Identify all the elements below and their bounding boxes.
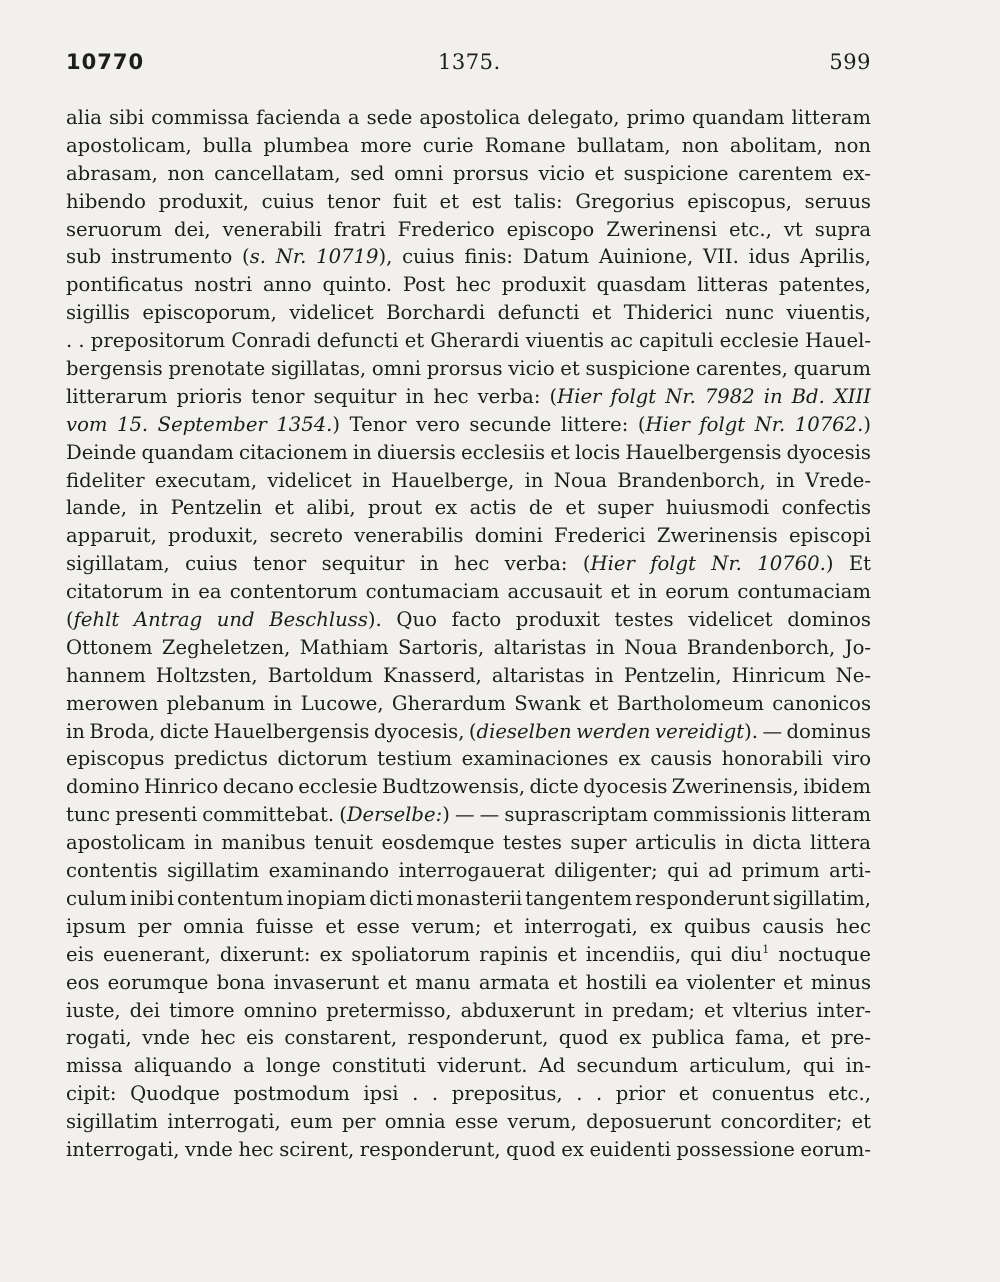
text-segment: ), cuius finis: Datum Auinione, VII. idus Aprilis, [378, 245, 871, 269]
text-line: merowen plebanum in Lucowe, Gherardum Swank et Bartholomeum canonicos [66, 691, 871, 715]
text-line: hibendo produxit, cuius tenor fuit et est talis: Gregorius episcopus, seruus [66, 189, 871, 213]
text-line: apostolicam, bulla plumbea more curie Romane bullatam, non abolitam, non [66, 133, 871, 157]
text-line: sigillatim interrogati, eum per omnia esse verum, deposuerunt concorditer; et [66, 1110, 871, 1134]
editorial-note: Hier folgt Nr. 10760. [590, 552, 826, 576]
text-segment: litterarum prioris tenor sequitur in hec verba: ( [66, 384, 558, 408]
text-line: apostolicam in manibus tenuit eosdemque testes super articulis in dicta littera [66, 831, 871, 855]
text-line: pontificatus nostri anno quinto. Post hec produxit quasdam litteras patentes, [66, 273, 871, 297]
body-text [66, 104, 871, 1164]
document-page [66, 50, 871, 1164]
text-line: contentis sigillatim examinando interrogauerat diligenter; qui ad primum arti- [66, 859, 871, 883]
text-line: culum inibi contentum inopiam dicti monasterii tangentem responderunt sigillatim, [66, 886, 871, 910]
text-segment: ) [863, 412, 871, 436]
page-number: 599 [829, 50, 871, 74]
text-line: interrogati, vnde hec scirent, responderunt, quod ex euidenti possessione eorum- [66, 1137, 871, 1161]
text-line [66, 550, 871, 578]
text-line: Ottonem Zegheletzen, Mathiam Sartoris, altaristas in Noua Brandenborch, Jo- [66, 635, 871, 659]
text-line: . . prepositorum Conradi defuncti et Gherardi viuentis ac capituli ecclesie Hauel- [66, 329, 871, 353]
text-line: lande, in Pentzelin et alibi, prout ex actis de et super huiusmodi confectis [66, 496, 871, 520]
text-line: seruorum dei, venerabili fratri Frederico episcopo Zwerinensi etc., vt supra [66, 217, 871, 241]
text-segment: ) Et [825, 552, 871, 576]
text-segment: noctuque [769, 942, 871, 966]
text-line: fideliter executam, videlicet in Hauelberge, in Noua Brandenborch, in Vrede- [66, 468, 871, 492]
text-line: Deinde quandam citacionem in diuersis ecclesiis et locis Hauelbergensis dyocesis [66, 440, 871, 464]
editorial-note: dieselben werden vereidigt [476, 719, 745, 743]
text-segment: ) — — suprascriptam commissionis litteram [442, 803, 871, 827]
editorial-reference: s. Nr. 10719 [249, 245, 379, 269]
text-segment: ). — dominus [744, 719, 871, 743]
text-line [66, 606, 871, 634]
footnote-marker: 1 [762, 942, 770, 956]
editorial-note: Derselbe: [346, 803, 443, 827]
text-line [66, 801, 871, 829]
text-line: rogati, vnde hec eis constarent, responderunt, quod ex publica fama, et pre- [66, 1026, 871, 1050]
text-segment: tunc presenti committebat. ( [66, 803, 347, 827]
text-line: missa aliquando a longe constituti viderunt. Ad secundum articulum, qui in- [66, 1054, 871, 1078]
text-line: bergensis prenotate sigillatas, omni prorsus vicio et suspicione carentes, quarum [66, 357, 871, 381]
text-segment: ) Tenor vero secunde littere: ( [332, 412, 646, 436]
text-segment: ( [66, 608, 74, 632]
text-segment: eis euenerant, dixerunt: ex spoliatorum rapinis et incendiis, qui diu [66, 942, 763, 966]
page-header [66, 50, 871, 80]
editorial-note: vom 15. September 1354. [66, 412, 333, 436]
document-number: 10770 [66, 50, 145, 74]
text-line [66, 941, 871, 969]
text-line: alia sibi commissa facienda a sede apostolica delegato, primo quandam litteram [66, 106, 871, 129]
text-line: abrasam, non cancellatam, sed omni prorsus vicio et suspicione carentem ex- [66, 161, 871, 185]
text-line [66, 243, 871, 271]
text-line: ipsum per omnia fuisse et esse verum; et interrogati, ex quibus causis hec [66, 914, 871, 938]
text-line [66, 718, 871, 746]
text-line [66, 411, 871, 439]
editorial-note: fehlt Antrag und Beschluss [73, 608, 368, 632]
text-line: cipit: Quodque postmodum ipsi . . prepositus, . . prior et conuentus etc., [66, 1082, 871, 1106]
text-line: sigillis episcoporum, videlicet Borchardi defuncti et Thiderici nunc viuentis, [66, 301, 871, 325]
text-line: iuste, dei timore omnino pretermisso, abduxerunt in predam; et vlterius inter- [66, 998, 871, 1022]
editorial-note: Hier folgt Nr. 7982 in Bd. XIII [557, 384, 871, 408]
text-line [66, 383, 871, 411]
text-line: eos eorumque bona invaserunt et manu armata et hostili ea violenter et minus [66, 970, 871, 994]
text-line: citatorum in ea contentorum contumaciam accusauit et in eorum contumaciam [66, 580, 871, 604]
editorial-note: Hier folgt Nr. 10762. [645, 412, 864, 436]
text-segment: ). Quo facto produxit testes videlicet dominos [367, 608, 871, 632]
text-line: episcopus predictus dictorum testium examinaciones ex causis honorabili viro [66, 747, 871, 771]
text-line: domino Hinrico decano ecclesie Budtzowensis, dicte dyocesis Zwerinensis, ibidem [66, 775, 871, 799]
text-segment: sub instrumento ( [66, 245, 250, 269]
year-heading: 1375. [438, 50, 501, 74]
text-segment: sigillatam, cuius tenor sequitur in hec verba: ( [66, 552, 591, 576]
text-line: apparuit, produxit, secreto venerabilis domini Frederici Zwerinensis episcopi [66, 524, 871, 548]
text-line: hannem Holtzsten, Bartoldum Knasserd, altaristas in Pentzelin, Hinricum Ne- [66, 663, 871, 687]
text-segment: in Broda, dicte Hauelbergensis dyocesis, ( [66, 719, 477, 743]
